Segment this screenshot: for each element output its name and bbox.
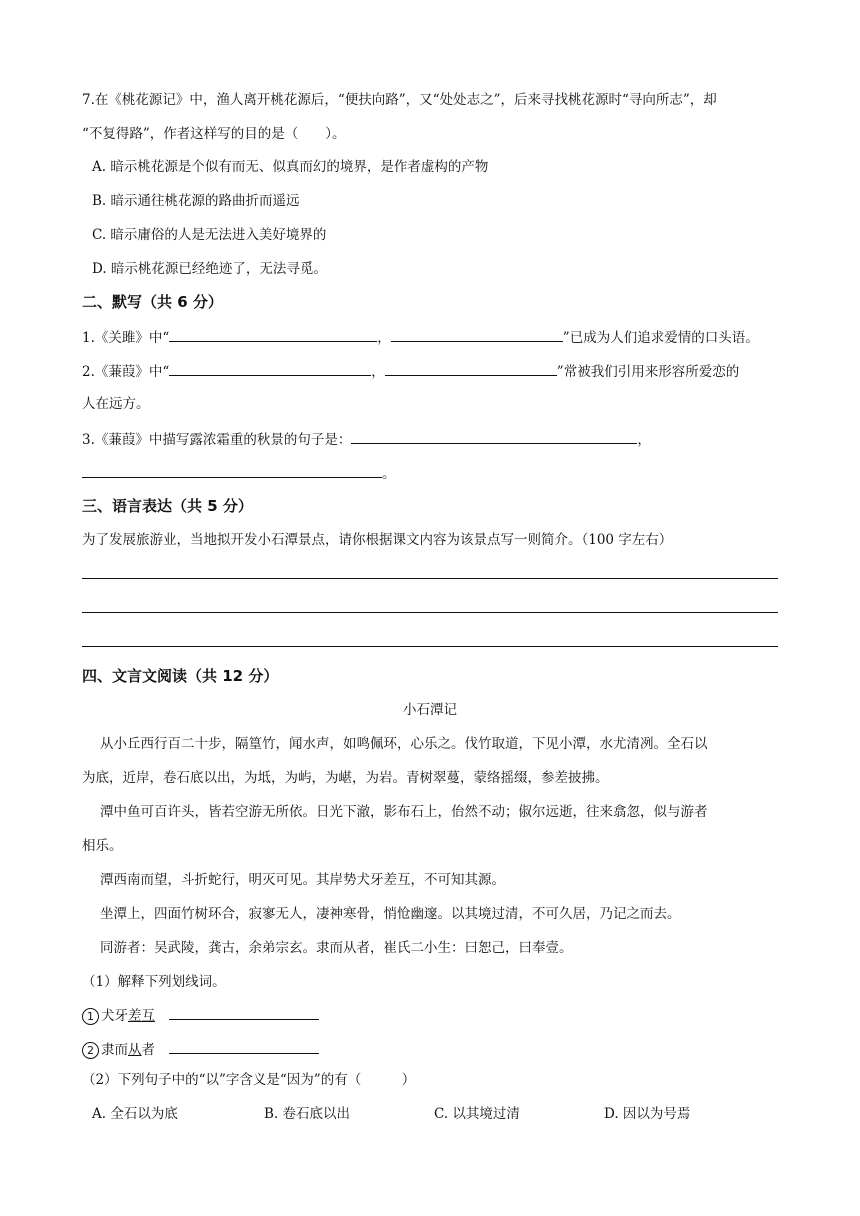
section2-q1 <box>82 326 759 348</box>
passage-title: 小石潭记 <box>403 702 457 718</box>
passage-line: 潭中鱼可百许头，皆若空游无所依。日光下澈，影布石上，佁然不动；俶尔远逝，往来翕忽，似与游者 <box>100 804 708 820</box>
passage-line: 相乐。 <box>82 838 123 854</box>
q7-stem-line2: “不复得路”，作者这样写的目的是（ ）。 <box>82 126 346 142</box>
passage-line: 从小丘西行百二十步，隔篁竹，闻水声，如鸣佩环，心乐之。伐竹取道，下见小潭，水尤清冽。全石以 <box>100 736 708 752</box>
item-text: 犬牙 <box>101 1008 128 1024</box>
circled-number: 1 <box>82 1008 99 1025</box>
section3-prompt: 为了发展旅游业，当地拟开发小石潭景点，请你根据课文内容为该景点写一则简介。（100 字左右） <box>82 532 673 548</box>
item-text: 隶而 <box>101 1042 128 1058</box>
section2-q3-line2 <box>82 462 396 484</box>
section2-heading: 二、默写（共 6 分） <box>82 293 223 311</box>
q2-option-b: B. 卷石底以出 <box>264 1106 351 1122</box>
section4-heading: 四、文言文阅读（共 12 分） <box>82 667 279 685</box>
q7-option-d: D. 暗示桃花源已经绝迹了，无法寻觅。 <box>92 261 327 277</box>
answer-line[interactable] <box>82 612 778 613</box>
section4-q2-label: （2）下列句子中的“以”字含义是“因为”的有（ ） <box>82 1072 416 1088</box>
section2-q3-end: 。 <box>382 466 396 482</box>
section2-q1-prefix: 1.《关雎》中“ <box>82 330 170 346</box>
q7-option-a: A. 暗示桃花源是个似有而无、似真而幻的境界，是作者虚构的产物 <box>92 159 489 175</box>
section2-q2-comma: ， <box>371 364 385 380</box>
passage-line: 同游者：吴武陵，龚古，余弟宗玄。隶而从者，崔氏二小生：曰恕己，曰奉壹。 <box>100 940 573 956</box>
underlined-word: 差互 <box>128 1008 155 1024</box>
section3-heading: 三、语言表达（共 5 分） <box>82 497 253 515</box>
section4-q1-item <box>82 1038 319 1060</box>
q7-stem-line1: 7.在《桃花源记》中，渔人离开桃花源后，“便扶向路”，又“处处志之”，后来寻找桃花源时“寻向所志”，却 <box>82 92 717 108</box>
answer-blank[interactable] <box>169 1038 319 1054</box>
passage-line: 坐潭上，四面竹树环合，寂寥无人，凄神寒骨，悄怆幽邃。以其境过清，不可久居，乃记之而去。 <box>100 906 681 922</box>
section2-q3-comma: ， <box>637 432 651 448</box>
circled-number: 2 <box>82 1042 99 1059</box>
section2-q3 <box>82 428 651 450</box>
passage-line: 潭西南而望，斗折蛇行，明灭可见。其岸势犬牙差互，不可知其源。 <box>100 872 505 888</box>
answer-blank[interactable] <box>385 360 557 376</box>
q7-option-c: C. 暗示庸俗的人是无法进入美好境界的 <box>92 227 327 243</box>
section2-q2-suffix: ”常被我们引用来形容所爱恋的 <box>556 364 740 380</box>
answer-blank[interactable] <box>169 360 371 376</box>
section2-q1-suffix: ”已成为人们追求爱情的口头语。 <box>562 330 759 346</box>
section2-q2-prefix: 2.《蒹葭》中“ <box>82 364 170 380</box>
q2-option-d: D. 因以为号焉 <box>604 1106 691 1122</box>
q2-option-c: C. 以其境过清 <box>434 1106 520 1122</box>
answer-blank[interactable] <box>169 326 377 342</box>
section4-q1-item <box>82 1004 319 1026</box>
q2-option-a: A. 全石以为底 <box>92 1106 178 1122</box>
q7-option-b: B. 暗示通往桃花源的路曲折而遥远 <box>92 193 300 209</box>
passage-line: 为底，近岸，卷石底以出，为坻，为屿，为嵁，为岩。青树翠蔓，蒙络摇缀，参差披拂。 <box>82 770 609 786</box>
answer-line[interactable] <box>82 578 778 579</box>
section2-q3-prefix: 3.《蒹葭》中描写露浓霜重的秋景的句子是： <box>82 432 352 448</box>
answer-blank[interactable] <box>82 462 382 478</box>
section2-q1-comma: ， <box>377 330 391 346</box>
answer-blank[interactable] <box>351 428 637 444</box>
item-text: 者 <box>141 1042 155 1058</box>
section4-q1-label: （1）解释下列划线词。 <box>82 974 226 990</box>
answer-blank[interactable] <box>391 326 563 342</box>
underlined-word: 从 <box>128 1042 142 1058</box>
section2-q2 <box>82 360 739 382</box>
section2-q2-line2: 人在远方。 <box>82 396 150 412</box>
answer-line[interactable] <box>82 646 778 647</box>
answer-blank[interactable] <box>169 1004 319 1020</box>
